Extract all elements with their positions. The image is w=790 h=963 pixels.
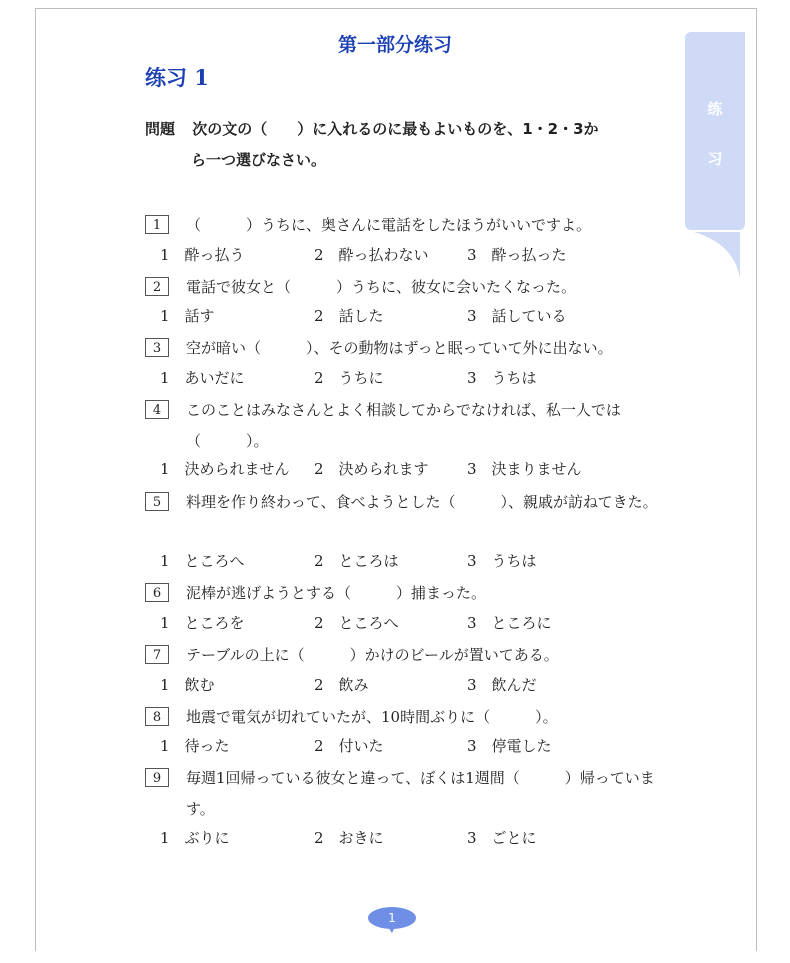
page-curl-decoration bbox=[694, 232, 740, 278]
question-number: 2 bbox=[145, 277, 169, 296]
option: 1 ぶりに bbox=[160, 829, 230, 847]
option: 1 ところへ bbox=[160, 552, 245, 570]
option: 2 酔っ払わない bbox=[314, 246, 429, 264]
question-number: 4 bbox=[145, 400, 169, 419]
option: 1 待った bbox=[160, 737, 230, 755]
question-2 bbox=[145, 272, 665, 303]
option: 2 うちに bbox=[314, 369, 384, 387]
option: 1 飲む bbox=[160, 676, 215, 694]
section-title: 练习 1 bbox=[145, 65, 209, 90]
question-number: 5 bbox=[145, 492, 169, 511]
instruction-line-2: ら一つ選びなさい。 bbox=[191, 151, 327, 169]
option: 2 ところは bbox=[314, 552, 399, 570]
question-text: 毎週1回帰っている彼女と違って、ぼくは1週間（ ）帰っています。 bbox=[186, 769, 655, 818]
side-tab bbox=[685, 32, 745, 230]
option: 1 あいだに bbox=[160, 369, 245, 387]
instruction-line-1: 次の文の（ ）に入れるのに最もよいものを、1・2・3か bbox=[192, 120, 599, 138]
option: 1 決められません bbox=[160, 460, 290, 478]
question-3 bbox=[145, 333, 665, 364]
page-title: 第一部分练习 bbox=[337, 34, 452, 56]
question-text: 空が暗い（ ）、その動物はずっと眠っていて外に出ない。 bbox=[186, 339, 613, 357]
question-text: 泥棒が逃げようとする（ ）捕まった。 bbox=[186, 584, 487, 602]
option: 2 おきに bbox=[314, 829, 384, 847]
option: 1 酔っ払う bbox=[160, 246, 245, 264]
option: 2 付いた bbox=[314, 737, 384, 755]
option: 3 うちは bbox=[467, 552, 537, 570]
question-text: 料理を作り終わって、食べようとした（ ）、親戚が訪ねてきた。 bbox=[186, 493, 658, 511]
instruction bbox=[145, 118, 655, 170]
question-8 bbox=[145, 702, 665, 733]
page-number-badge bbox=[368, 907, 416, 929]
question-6 bbox=[145, 578, 665, 609]
question-number: 7 bbox=[145, 645, 169, 664]
side-tab-char-2: 习 bbox=[707, 150, 723, 168]
option: 2 話した bbox=[314, 307, 384, 325]
question-text: （ ）うちに、奥さんに電話をしたほうがいいですよ。 bbox=[186, 216, 592, 234]
question-9 bbox=[145, 763, 665, 825]
option: 1 ところを bbox=[160, 614, 245, 632]
option: 3 酔っ払った bbox=[467, 246, 567, 264]
page-number: 1 bbox=[388, 911, 396, 925]
side-tab-char-1: 练 bbox=[707, 100, 723, 118]
question-number: 1 bbox=[145, 215, 169, 234]
question-text: 地震で電気が切れていたが、10時間ぶりに（ ）。 bbox=[186, 708, 558, 726]
option: 2 飲み bbox=[314, 676, 369, 694]
question-text: テーブルの上に（ ）かけのビールが置いてある。 bbox=[186, 646, 559, 664]
option: 3 決まりません bbox=[467, 460, 582, 478]
question-4 bbox=[145, 395, 665, 457]
option: 3 うちは bbox=[467, 369, 537, 387]
question-number: 8 bbox=[145, 707, 169, 726]
question-text: このことはみなさんとよく相談してからでなければ、私一人では（ ）。 bbox=[186, 401, 621, 450]
question-text: 電話で彼女と（ ）うちに、彼女に会いたくなった。 bbox=[186, 278, 577, 296]
option: 3 話している bbox=[467, 307, 567, 325]
question-number: 9 bbox=[145, 768, 169, 787]
option: 1 話す bbox=[160, 307, 215, 325]
option: 3 飲んだ bbox=[467, 676, 537, 694]
question-number: 3 bbox=[145, 338, 169, 357]
option: 3 ごとに bbox=[467, 829, 537, 847]
question-number: 6 bbox=[145, 583, 169, 602]
option: 2 決められます bbox=[314, 460, 429, 478]
option: 3 停電した bbox=[467, 737, 552, 755]
question-1 bbox=[145, 210, 665, 241]
question-5 bbox=[145, 487, 665, 518]
instruction-label: 問題 bbox=[145, 120, 176, 138]
question-7 bbox=[145, 640, 665, 671]
option: 3 ところに bbox=[467, 614, 552, 632]
option: 2 ところへ bbox=[314, 614, 399, 632]
